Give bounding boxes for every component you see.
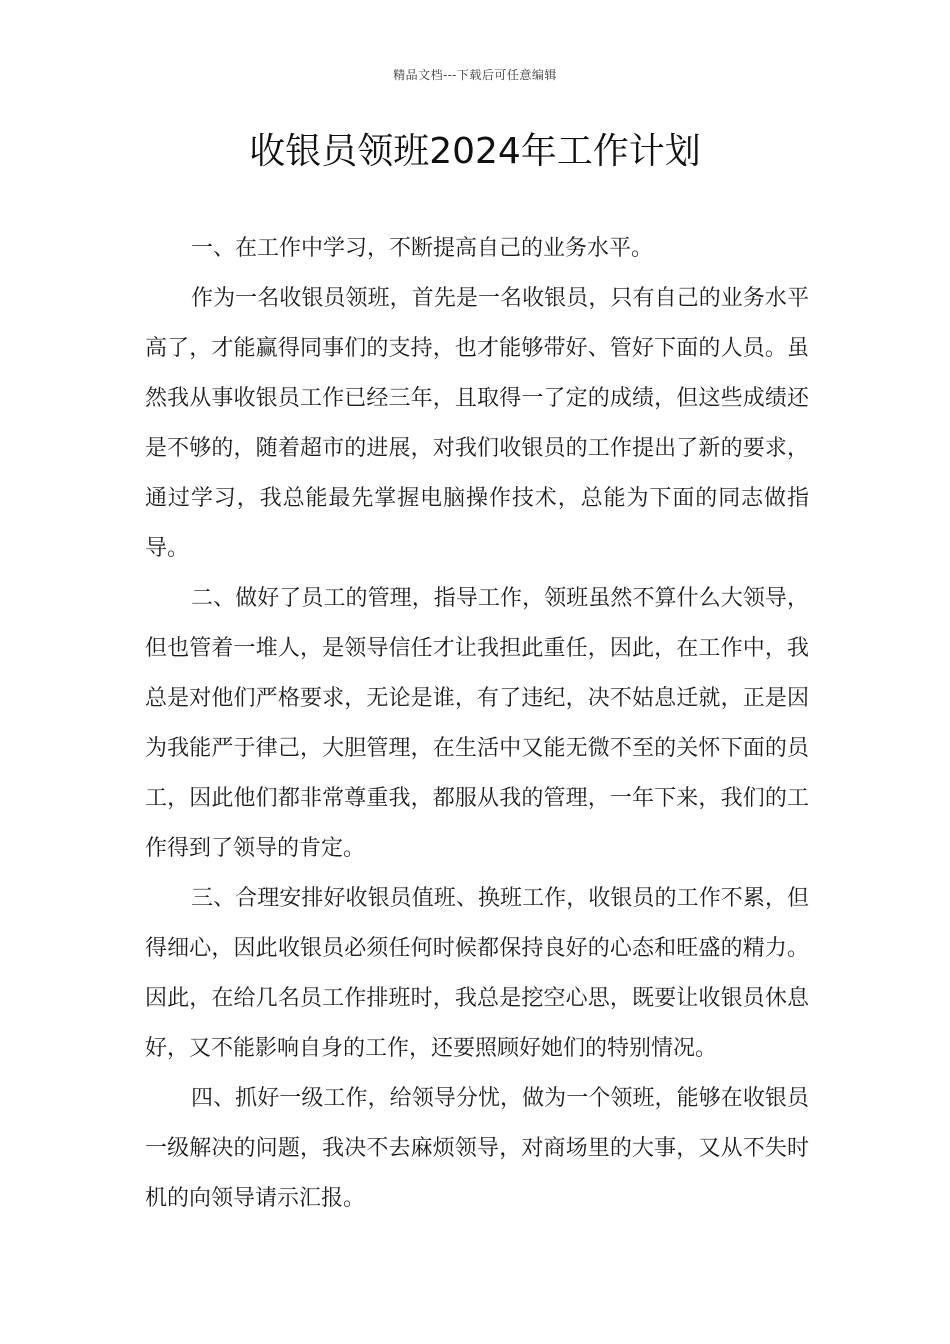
paragraph-1: 一、在工作中学习，不断提高自己的业务水平。	[191, 236, 654, 261]
document-body	[145, 224, 809, 1224]
paragraph-3: 二、做好了员工的管理，指导工作，领班虽然不算什么大领导，但也管着一堆人，是领导信任才让我担此重任，因此，在工作中，我总是对他们严格要求，无论是谁，有了违纪，决不姑息迁就，正是因为我能严于律己，大胆管理，在生活中又能无微不至的关怀下面的员工，因此他们都非常尊重我，都服从我的管理，一年下来，我们的工作得到了领导的肯定。	[145, 586, 809, 861]
document-title: 收银员领班2024年工作计划	[249, 131, 701, 172]
paragraph-4: 三、合理安排好收银员值班、换班工作，收银员的工作不累，但得细心，因此收银员必须任何时候都保持良好的心态和旺盛的精力。因此，在给几名员工作排班时，我总是挖空心思，既要让收银员休息好，又不能影响自身的工作，还要照顾好她们的特别情况。	[145, 886, 809, 1061]
page-header-note: 精品文档---下载后可任意编辑	[393, 68, 557, 82]
paragraph-2: 作为一名收银员领班，首先是一名收银员，只有自己的业务水平高了，才能赢得同事们的支持，也才能够带好、管好下面的人员。虽然我从事收银员工作已经三年，且取得一了定的成绩，但这些成绩还是不够的，随着超市的进展，对我们收银员的工作提出了新的要求，通过学习，我总能最先掌握电脑操作技术，总能为下面的同志做指导。	[145, 286, 809, 561]
paragraph-5: 四、抓好一级工作，给领导分忧，做为一个领班，能够在收银员一级解决的问题，我决不去麻烦领导，对商场里的大事，又从不失时机的向领导请示汇报。	[145, 1086, 809, 1211]
